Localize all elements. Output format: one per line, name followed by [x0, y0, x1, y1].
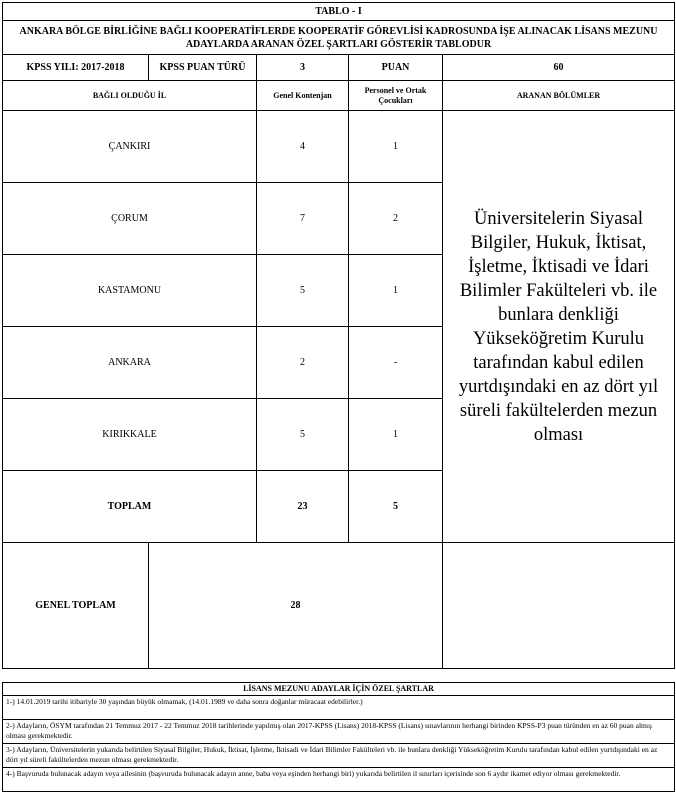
total-staff: 5	[349, 471, 443, 543]
general-quota-cell: 5	[257, 255, 349, 327]
province-cell: ANKARA	[3, 327, 257, 399]
general-quota-cell: 2	[257, 327, 349, 399]
province-cell: ÇANKIRI	[3, 111, 257, 183]
kpss-year-label: KPSS YILI: 2017-2018	[3, 55, 149, 81]
condition-item: 1-) 14.01.2019 tarihi itibariyle 30 yaşından büyük olmamak, (14.01.1989 ve daha sonra doğanlar müracaat edebilirler.)	[3, 696, 675, 720]
header-general-quota: Genel Kontenjan	[257, 81, 349, 111]
empty-cell	[443, 543, 675, 669]
province-cell: KIRIKKALE	[3, 399, 257, 471]
kpss-score-type-value: 3	[257, 55, 349, 81]
grand-total-value: 28	[149, 543, 443, 669]
departments-cell: Üniversitelerin Siyasal Bilgiler, Hukuk, İktisat, İşletme, İktisadi ve İdari Bilimler Fakülteleri vb. ile bunlara denkliği Yükseköğretim Kurulu tarafından kabul edilen yurtdışındaki en az dört yıl süreli fakültelerden mezun olması	[443, 111, 675, 543]
conditions-header: LİSANS MEZUNU ADAYLAR İÇİN ÖZEL ŞARTLAR	[3, 683, 675, 696]
header-province: BAĞLI OLDUĞU İL	[3, 81, 257, 111]
table-title: ANKARA BÖLGE BİRLİĞİNE BAĞLI KOOPERATİFLERDE KOOPERATİF GÖREVLİSİ KADROSUNDA İŞE ALINACAK LİSANS MEZUNU ADAYLARDA ARANAN ÖZEL ŞARTLARI GÖSTERİR TABLODUR	[3, 21, 675, 55]
score-label: PUAN	[349, 55, 443, 81]
staff-quota-cell: 1	[349, 255, 443, 327]
table-row	[3, 111, 675, 183]
kpss-score-type-label: KPSS PUAN TÜRÜ	[149, 55, 257, 81]
province-cell: KASTAMONU	[3, 255, 257, 327]
general-quota-cell: 5	[257, 399, 349, 471]
staff-quota-cell: -	[349, 327, 443, 399]
staff-quota-cell: 1	[349, 111, 443, 183]
header-departments: ARANAN BÖLÜMLER	[443, 81, 675, 111]
grand-total-row	[3, 543, 675, 669]
condition-item: 3-) Adayların, Üniversitelerin yukarıda belirtilen Siyasal Bilgiler, Hukuk, İktisat, İşletme, İktisadi ve İdari Bilimler Fakülteleri vb. ile bunlara denkliği Yükseköğretim Kurulu tarafından kabul edilen yurtdışındaki en az dört yıl süreli fakültelerden mezun olması gerekmektedir.	[3, 744, 675, 768]
condition-item: 2-) Adayların, ÖSYM tarafından 21 Temmuz 2017 - 22 Temmuz 2018 tarihlerinde yapılmış olan 2017-KPSS (Lisans) 2018-KPSS (Lisans) sınavlarının herhangi birinden KPSS-P3 puan türünden en az 60 puan almış olması gerekmektedir.	[3, 720, 675, 744]
general-quota-cell: 4	[257, 111, 349, 183]
header-staff-children: Personel ve Ortak Çocukları	[349, 81, 443, 111]
tablo-label: TABLO - I	[3, 3, 675, 21]
conditions-table	[2, 682, 675, 792]
general-quota-cell: 7	[257, 183, 349, 255]
staff-quota-cell: 1	[349, 399, 443, 471]
staff-quota-cell: 2	[349, 183, 443, 255]
score-value: 60	[443, 55, 675, 81]
total-general: 23	[257, 471, 349, 543]
province-cell: ÇORUM	[3, 183, 257, 255]
condition-item: 4-) Başvuruda bulunacak adayın veya ailesinin (başvuruda bulunacak adayın anne, baba veya eşinden herhangi biri) yukarıda belirtilen il sınırları içerisinde son 6 aydır ikamet ediyor olması gerekmektedir.	[3, 768, 675, 792]
grand-total-label: GENEL TOPLAM	[3, 543, 149, 669]
total-label: TOPLAM	[3, 471, 257, 543]
quota-table	[2, 2, 675, 669]
